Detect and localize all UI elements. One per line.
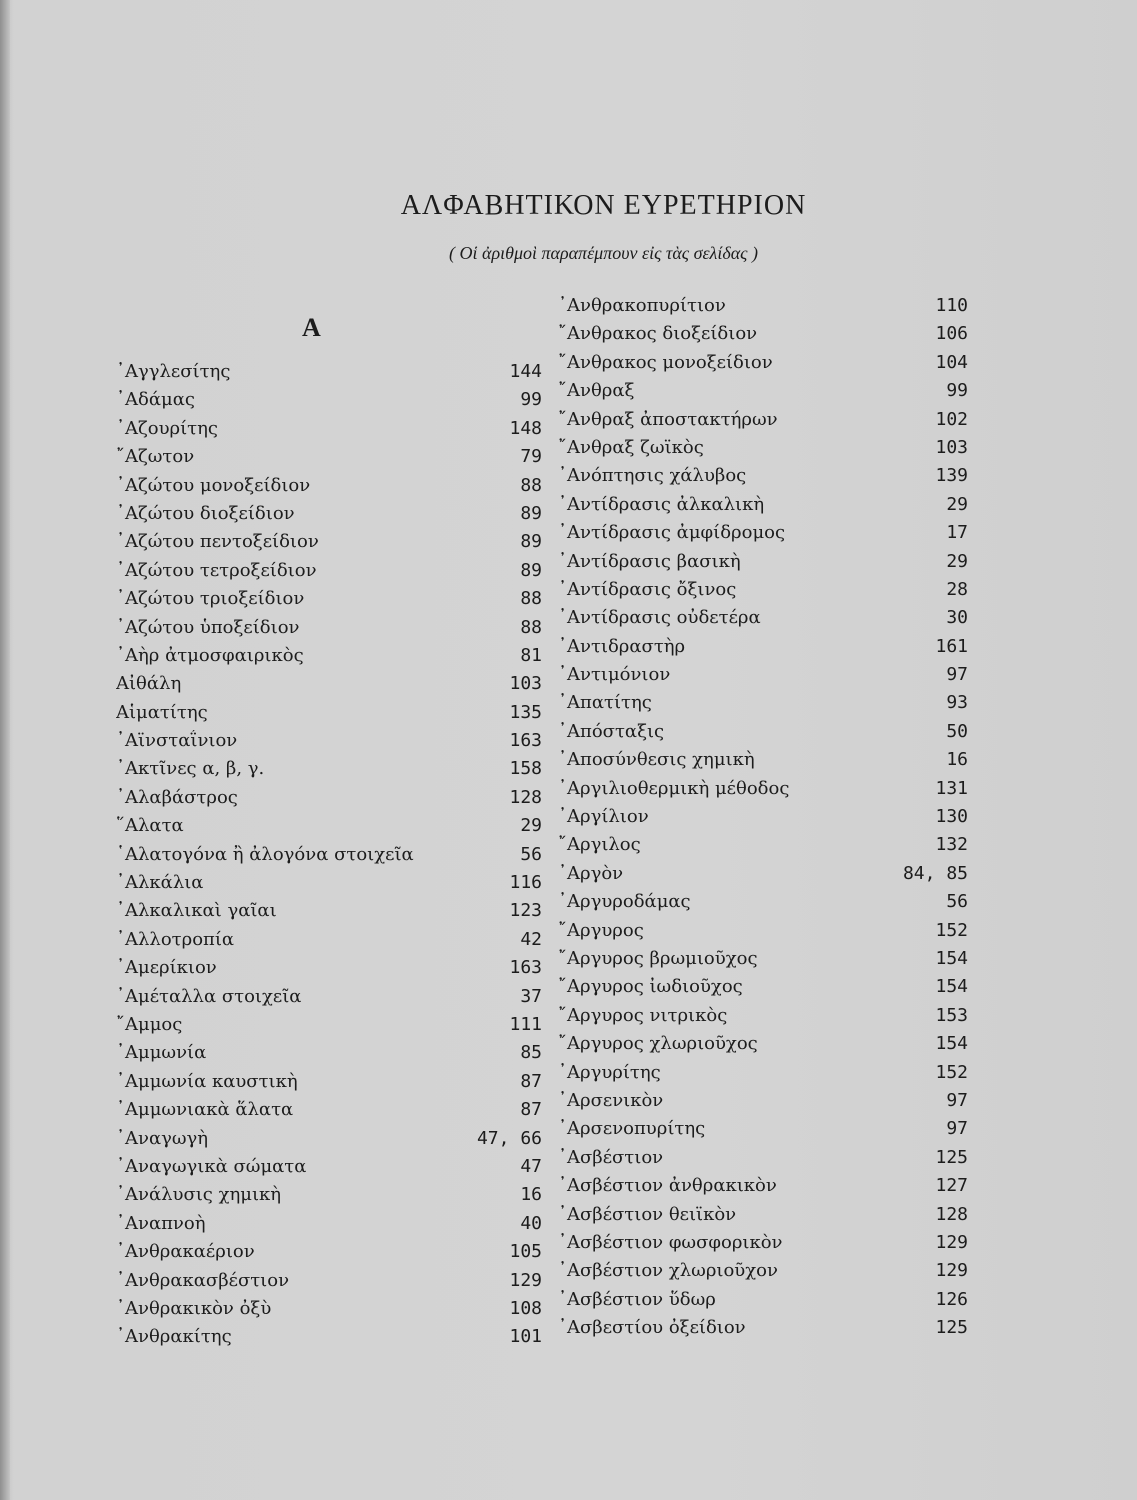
index-term: ᾿Αζουρίτης [116, 417, 218, 439]
index-page-number: 105 [509, 1241, 542, 1263]
index-page-number: 130 [935, 806, 968, 828]
index-term: ᾿Αντίδρασις βασικὴ [558, 550, 741, 572]
index-entry [116, 1014, 542, 1042]
index-term: ῎Αργυρος βρωμιοῦχος [558, 947, 758, 969]
index-term: ῎Αργιλος [558, 834, 641, 856]
index-term: ᾿Ανάλυσις χημικὴ [116, 1184, 282, 1206]
index-entry [558, 664, 968, 692]
index-page-number: 79 [520, 446, 542, 468]
index-page-number: 110 [935, 295, 968, 316]
page-edge-shadow [0, 0, 10, 1500]
index-entry [558, 494, 968, 522]
index-term: ᾿Αζώτου τετροξείδιον [116, 559, 317, 581]
index-page-number: 99 [946, 380, 968, 402]
index-term: ᾿Αναγωγὴ [116, 1127, 209, 1149]
index-entry [116, 588, 542, 616]
index-page-number: 16 [946, 749, 968, 771]
index-entry [116, 475, 542, 503]
index-page-number: 154 [935, 1033, 968, 1055]
index-term: ᾿Αλκάλια [116, 872, 204, 894]
index-term: ᾿Ασβέστιον φωσφορικὸν [558, 1231, 783, 1253]
index-term: ᾿Ασβεστίου ὀξείδιον [558, 1317, 746, 1339]
index-entry [116, 900, 542, 928]
index-page-number: 89 [520, 502, 542, 524]
index-entry [558, 920, 968, 948]
index-term: ᾿Ασβέστιον θειϊκὸν [558, 1203, 737, 1225]
index-page-number: 97 [946, 1089, 968, 1111]
index-term: ᾿Αμερίκιον [116, 957, 217, 979]
index-page-number: 116 [509, 872, 542, 894]
index-entry [116, 673, 542, 701]
index-term: ῎Αργυρος ἰωδιοῦχος [558, 976, 743, 998]
index-term: ῾Αλατογόνα ἢ ἀλογόνα στοιχεῖα [116, 843, 414, 865]
index-entry [558, 1147, 968, 1175]
index-page-number: 129 [935, 1231, 968, 1253]
index-page-number: 40 [520, 1212, 542, 1234]
index-entry [558, 749, 968, 777]
index-entry [116, 1128, 542, 1156]
index-page-number: 125 [935, 1317, 968, 1339]
index-page-number: 128 [935, 1203, 968, 1225]
index-page-number: 139 [935, 465, 968, 487]
index-page-number: 89 [520, 559, 542, 581]
index-column-right [558, 295, 968, 1345]
index-page-number: 144 [509, 361, 542, 382]
index-term: ῎Ανθρακος διοξείδιον [558, 323, 758, 345]
index-page-number: 85 [520, 1042, 542, 1064]
index-entry [558, 437, 968, 465]
index-page-number: 153 [935, 1004, 968, 1026]
index-page-number: 28 [946, 578, 968, 600]
index-entry [558, 1005, 968, 1033]
index-entry [558, 295, 968, 323]
index-entry [116, 1042, 542, 1070]
index-entry [558, 1289, 968, 1317]
index-page-number: 163 [509, 957, 542, 979]
index-entry [116, 1241, 542, 1269]
index-term: ᾿Αϊνσταΐνιον [116, 730, 238, 752]
index-entry [558, 976, 968, 1004]
index-term: ᾿Ανθρακικὸν ὀξὺ [116, 1297, 272, 1319]
index-page-number: 126 [935, 1288, 968, 1310]
index-page-number: 47, 66 [476, 1127, 542, 1149]
index-term: ᾿Αρσενικὸν [558, 1089, 664, 1111]
index-page-number: 127 [935, 1175, 968, 1197]
index-entry [558, 607, 968, 635]
index-entry [558, 891, 968, 919]
index-page-number: 29 [946, 493, 968, 515]
index-page-number: 154 [935, 976, 968, 998]
index-entry [116, 815, 542, 843]
index-term: ᾿Απόσταξις [558, 720, 665, 742]
index-term: ᾿Αζώτου μονοξείδιον [116, 474, 311, 496]
index-entry [116, 1184, 542, 1212]
index-term: ᾿Αλκαλικαὶ γαῖαι [116, 900, 277, 922]
index-entry [558, 1062, 968, 1090]
index-term: ᾿Αντιμόνιον [558, 664, 671, 686]
index-term: ᾿Αρσενοπυρίτης [558, 1118, 706, 1140]
index-page-number: 56 [520, 843, 542, 865]
index-entry [116, 957, 542, 985]
index-entry [116, 446, 542, 474]
index-entry [116, 1270, 542, 1298]
index-term: ῎Ανθραξ ζωϊκὸς [558, 436, 704, 458]
index-page-number: 99 [520, 389, 542, 411]
index-term: ᾿Αργιλιοθερμικὴ μέθοδος [558, 777, 790, 799]
index-term: ᾿Αζώτου ὑποξείδιον [116, 616, 300, 638]
index-term: ᾿Αμμωνιακὰ ἅλατα [116, 1099, 294, 1121]
index-term: ῎Ανθρακος μονοξείδιον [558, 351, 773, 373]
index-entry [558, 834, 968, 862]
index-entry [558, 636, 968, 664]
index-term: ᾿Αζώτου τριοξείδιον [116, 588, 305, 610]
index-page-number: 81 [520, 644, 542, 666]
index-term: ᾿Αγγλεσίτης [116, 361, 231, 382]
index-page-number: 56 [946, 891, 968, 913]
index-page-number: 101 [509, 1326, 542, 1348]
index-term: ᾿Αργυροδάμας [558, 891, 691, 913]
index-page-number: 42 [520, 928, 542, 950]
index-entry [116, 730, 542, 758]
index-page-number: 103 [509, 673, 542, 695]
index-page-number: 47 [520, 1155, 542, 1177]
index-page-number: 108 [509, 1297, 542, 1319]
index-entry [558, 1118, 968, 1146]
index-page-number: 93 [946, 692, 968, 714]
index-term: ῎Αζωτον [116, 446, 195, 468]
index-page-number: 128 [509, 786, 542, 808]
index-page-number: 17 [946, 522, 968, 544]
index-entry [116, 503, 542, 531]
index-term: ᾿Ασβέστιον [558, 1146, 664, 1168]
index-term: ᾿Αναγωγικὰ σώματα [116, 1155, 307, 1177]
index-page-number: 154 [935, 947, 968, 969]
index-page-number: 50 [946, 720, 968, 742]
index-term: ᾿Ανθρακίτης [116, 1326, 232, 1348]
index-entry [558, 721, 968, 749]
index-page-number: 30 [946, 607, 968, 629]
index-entry [558, 1204, 968, 1232]
index-term: ᾿Αντίδρασις οὐδετέρα [558, 607, 761, 629]
index-page-number: 29 [520, 815, 542, 837]
index-entry [558, 551, 968, 579]
index-term: ᾿Αργὸν [558, 862, 624, 884]
index-page-number: 88 [520, 474, 542, 496]
index-entry [558, 1317, 968, 1345]
index-term: ᾿Αντίδρασις ἀμφίδρομος [558, 522, 786, 544]
index-term: ῞Αλατα [116, 815, 184, 837]
index-page-number: 152 [935, 1061, 968, 1083]
index-entry [558, 409, 968, 437]
index-page-number: 102 [935, 408, 968, 430]
index-entry [116, 361, 542, 389]
index-page-number: 132 [935, 834, 968, 856]
index-entry [558, 806, 968, 834]
index-page-number: 88 [520, 616, 542, 638]
index-term: ᾿Ασβέστιον ὕδωρ [558, 1288, 716, 1310]
index-term: ᾿Αποσύνθεσις χημικὴ [558, 749, 755, 771]
index-entry [116, 872, 542, 900]
index-page-number: 163 [509, 730, 542, 752]
index-entry [558, 1090, 968, 1118]
index-term: ᾿Ασβέστιον ἀνθρακικὸν [558, 1175, 777, 1197]
index-page-number: 87 [520, 1070, 542, 1092]
index-entry [116, 986, 542, 1014]
index-term: ῎Ανθραξ ἀποστακτήρων [558, 408, 778, 430]
index-term: ᾿Αλλοτροπία [116, 928, 235, 950]
index-term: ᾿Αὴρ ἀτμοσφαιρικὸς [116, 644, 304, 666]
index-term: ᾿Ανθρακασβέστιον [116, 1269, 290, 1291]
index-entry [116, 1298, 542, 1326]
index-entry [558, 778, 968, 806]
index-term: ᾿Αντίδρασις ἀλκαλικὴ [558, 493, 765, 515]
index-term: ᾿Ασβέστιον χλωριοῦχον [558, 1260, 778, 1282]
index-entry [558, 1260, 968, 1288]
index-term: ᾿Απατίτης [558, 692, 652, 714]
index-term: ῎Αργυρος [558, 919, 644, 941]
index-page-number: 97 [946, 1118, 968, 1140]
index-page-number: 89 [520, 531, 542, 553]
index-entry [116, 389, 542, 417]
index-term: ῎Ανθραξ [558, 380, 635, 402]
index-entry [116, 418, 542, 446]
section-letter: Α [302, 313, 321, 342]
index-entry [116, 531, 542, 559]
index-entry [116, 560, 542, 588]
index-entry [116, 702, 542, 730]
index-term: ᾿Αναπνοὴ [116, 1212, 206, 1234]
index-entry [116, 1156, 542, 1184]
index-entry [116, 1326, 542, 1354]
index-term: ῎Αργυρος νιτρικὸς [558, 1004, 728, 1026]
index-page-number: 104 [935, 351, 968, 373]
index-term: ᾿Αδάμας [116, 389, 195, 411]
index-term: ᾿Αμέταλλα στοιχεῖα [116, 985, 302, 1007]
index-page-number: 29 [946, 550, 968, 572]
index-page-number: 87 [520, 1099, 542, 1121]
index-page-number: 135 [509, 701, 542, 723]
index-subtitle: ( Οἱ ἀριθμοὶ παραπέμπουν εἰς τὰς σελίδας ) [449, 243, 758, 263]
index-entry [558, 948, 968, 976]
index-entry [558, 465, 968, 493]
index-column-left [116, 361, 542, 1355]
index-page-number: 158 [509, 758, 542, 780]
index-entry [558, 1232, 968, 1260]
index-title: ΑΛΦΑΒΗΤΙΚΟΝ ΕΥΡΕΤΗΡΙΟΝ [400, 190, 807, 221]
index-entry [116, 1071, 542, 1099]
index-entry [558, 352, 968, 380]
index-page-number: 111 [509, 1013, 542, 1035]
index-entry [558, 863, 968, 891]
index-entry [558, 323, 968, 351]
index-page-number: 97 [946, 664, 968, 686]
index-term: ῎Αμμος [116, 1013, 183, 1035]
index-entry [116, 617, 542, 645]
index-page-number: 129 [935, 1260, 968, 1282]
index-page-number: 152 [935, 919, 968, 941]
index-page-number: 129 [509, 1269, 542, 1291]
index-term: ᾿Αμμωνία [116, 1042, 207, 1064]
index-term: ᾿Αντιδραστὴρ [558, 635, 686, 657]
index-entry [116, 645, 542, 673]
index-term: ᾿Ακτῖνες α, β, γ. [116, 758, 265, 780]
index-page-number: 106 [935, 323, 968, 345]
index-page-number: 125 [935, 1146, 968, 1168]
index-entry [558, 579, 968, 607]
index-page-number: 123 [509, 900, 542, 922]
index-entry [558, 380, 968, 408]
index-entry [116, 844, 542, 872]
index-term: ᾿Ανθρακοπυρίτιον [558, 295, 726, 316]
index-term: ᾿Αζώτου πεντοξείδιον [116, 531, 319, 553]
index-page-number: 103 [935, 436, 968, 458]
index-entry [116, 1213, 542, 1241]
index-entry [116, 787, 542, 815]
index-term: ᾿Αλαβάστρος [116, 786, 238, 808]
index-term: ᾿Ανθρακαέριον [116, 1241, 255, 1263]
index-entry [558, 1175, 968, 1203]
index-term: ᾿Αργίλιον [558, 806, 649, 828]
index-entry [558, 522, 968, 550]
index-term: Αἰθάλη [116, 673, 182, 695]
index-term: Αἱματίτης [116, 701, 208, 723]
index-entry [558, 1033, 968, 1061]
index-entry [116, 758, 542, 786]
index-term: ῎Αργυρος χλωριοῦχος [558, 1033, 758, 1055]
index-page-number: 84, 85 [902, 862, 968, 884]
index-page-number: 37 [520, 985, 542, 1007]
index-term: ᾿Ανόπτησις χάλυβος [558, 465, 747, 487]
index-term: ᾿Αμμωνία καυστικὴ [116, 1070, 298, 1092]
index-page-number: 88 [520, 588, 542, 610]
index-entry [116, 1099, 542, 1127]
index-entry [558, 692, 968, 720]
index-term: ᾿Αζώτου διοξείδιον [116, 502, 295, 524]
index-page-number: 148 [509, 417, 542, 439]
index-term: ᾿Αντίδρασις ὄξινος [558, 578, 737, 600]
index-page-number: 16 [520, 1184, 542, 1206]
index-term: ᾿Αργυρίτης [558, 1061, 661, 1083]
index-page-number: 131 [935, 777, 968, 799]
index-page-number: 161 [935, 635, 968, 657]
index-entry [116, 929, 542, 957]
